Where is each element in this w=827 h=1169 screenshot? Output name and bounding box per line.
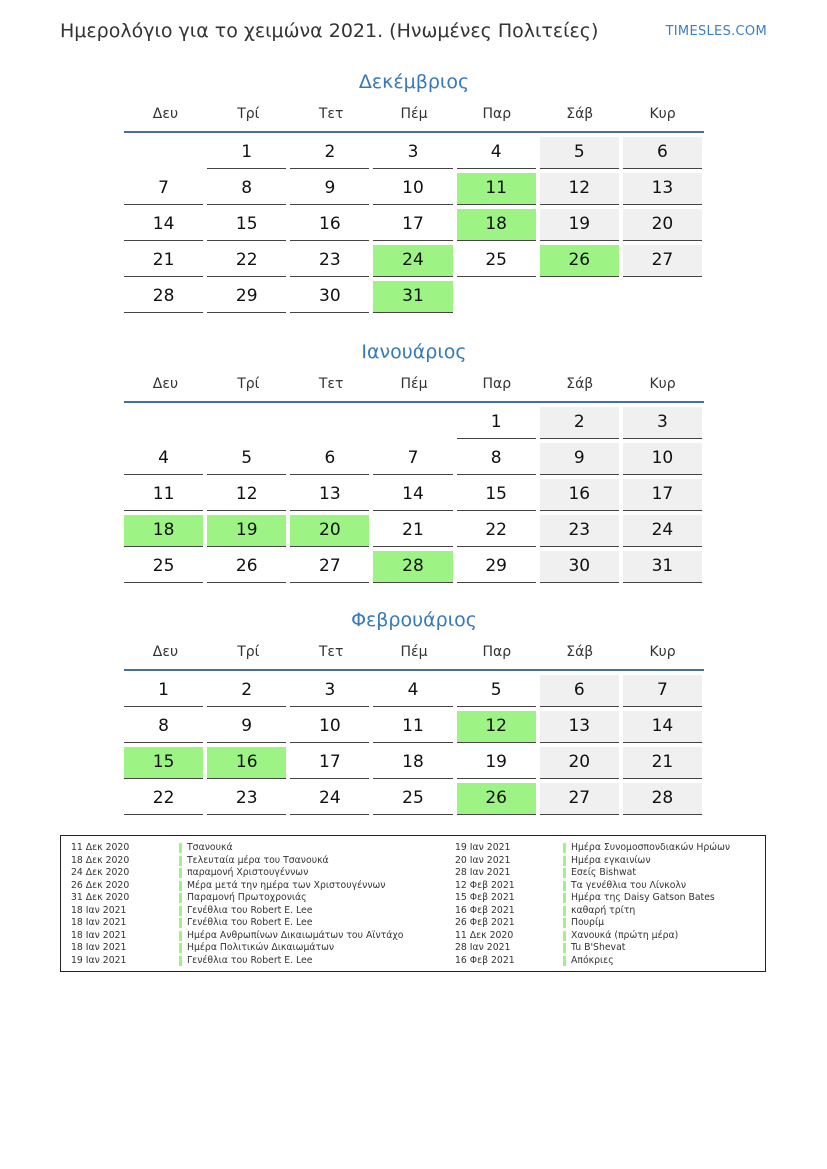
legend-date: 26 Δεκ 2020 [71,879,130,891]
day-cell[interactable]: 23 [540,515,619,547]
day-cell[interactable]: 21 [623,747,702,779]
holiday-color-marker [563,893,566,903]
holiday-color-marker [563,856,566,866]
day-cell[interactable]: 15 [457,479,536,511]
holiday-color-marker [179,931,182,941]
holiday-color-marker [179,856,182,866]
legend-row [455,892,730,905]
holiday-day-cell[interactable]: 18 [457,209,536,241]
weekday-label: Κυρ [649,106,676,122]
weekday-label: Τρί [237,106,260,122]
weekday-header [124,635,704,671]
weekday-label: Τετ [318,376,344,392]
legend-holiday-name: Απόκριες [571,954,614,966]
legend-holiday-name: Γενέθλια του Robert E. Lee [187,904,313,916]
day-cell[interactable]: 26 [207,551,286,583]
holiday-color-marker [563,943,566,953]
day-cell[interactable]: 6 [290,443,369,475]
day-cell[interactable]: 12 [207,479,286,511]
legend-holiday-name: Ημέρα εγκαινίων [571,854,651,866]
holiday-color-marker [563,868,566,878]
weekday-label: Σάβ [566,644,594,660]
weekday-label: Σάβ [566,106,594,122]
holiday-color-marker [179,906,182,916]
weekday-label: Σάβ [566,376,594,392]
day-cell[interactable]: 6 [540,675,619,707]
day-cell[interactable]: 30 [540,551,619,583]
legend-row [455,855,730,868]
legend-holiday-name: Παραμονή Πρωτοχρονιάς [187,892,307,903]
day-cell[interactable]: 23 [290,245,369,277]
week-row [124,133,704,169]
legend-row [455,917,730,930]
weekday-label: Δευ [152,644,179,660]
day-cell[interactable]: 21 [124,245,203,277]
day-cell[interactable]: 3 [373,137,452,169]
page-title: Ημερολόγιο για το χειμώνα 2021. (Ηνωμένες Πολιτείες) [60,20,599,42]
holiday-legend [60,835,766,972]
legend-date: 11 Δεκ 2020 [71,842,130,853]
week-row [124,743,704,779]
legend-date: 31 Δεκ 2020 [71,892,130,903]
day-cell[interactable]: 2 [540,407,619,439]
legend-date: 18 Ιαν 2021 [71,904,127,916]
weekday-label: Δευ [152,376,179,392]
holiday-color-marker [179,843,182,853]
weekday-label: Τετ [318,106,344,122]
weekday-label: Δευ [152,106,179,122]
holiday-day-cell[interactable]: 11 [457,173,536,205]
legend-date: 15 Φεβ 2021 [455,892,515,903]
day-cell[interactable]: 22 [124,783,203,815]
day-cell[interactable]: 16 [290,209,369,241]
legend-row [71,905,403,918]
legend-holiday-name: Ημέρα Ανθρωπίνων Δικαιωμάτων του Αϊντάχο [187,929,404,941]
day-cell[interactable]: 25 [457,245,536,277]
weekday-header [124,367,704,403]
day-cell[interactable]: 10 [373,173,452,205]
day-cell[interactable]: 2 [290,137,369,169]
legend-row [71,955,403,968]
holiday-color-marker [563,906,566,916]
day-cell[interactable]: 29 [207,281,286,313]
day-cell[interactable]: 1 [457,407,536,439]
day-cell[interactable]: 22 [207,245,286,277]
holiday-color-marker [179,868,182,878]
holiday-day-cell[interactable]: 28 [373,551,452,583]
weekday-label: Κυρ [649,376,676,392]
legend-column-right [455,842,730,967]
empty-day-cell [207,407,286,439]
legend-row [455,955,730,968]
weekday-label: Τρί [237,644,260,660]
week-row [124,511,704,547]
legend-date: 12 Φεβ 2021 [455,879,515,891]
day-cell[interactable]: 5 [207,443,286,475]
holiday-day-cell[interactable]: 16 [207,747,286,779]
day-cell[interactable]: 23 [207,783,286,815]
day-cell[interactable]: 14 [623,711,702,743]
day-cell[interactable]: 17 [623,479,702,511]
day-cell[interactable]: 27 [540,783,619,815]
legend-row [455,905,730,918]
week-row [124,205,704,241]
day-cell[interactable]: 24 [623,515,702,547]
day-cell[interactable]: 16 [540,479,619,511]
legend-row [455,867,730,880]
day-cell[interactable]: 6 [623,137,702,169]
legend-holiday-name: Τελευταία μέρα του Τσανουκά [187,854,329,866]
legend-row [71,867,403,880]
legend-holiday-name: Τσανουκά [187,842,233,853]
weekday-label: Τρί [237,376,260,392]
weekday-label: Τετ [318,644,344,660]
legend-row [71,917,403,930]
day-cell[interactable]: 28 [124,281,203,313]
day-cell[interactable]: 7 [623,675,702,707]
day-cell[interactable]: 9 [207,711,286,743]
holiday-day-cell[interactable]: 31 [373,281,452,313]
day-cell[interactable]: 19 [457,747,536,779]
weekday-label: Παρ [482,376,512,392]
day-cell[interactable]: 15 [207,209,286,241]
holiday-color-marker [563,881,566,891]
day-cell[interactable]: 13 [290,479,369,511]
legend-holiday-name: παραμονή Χριστουγέννων [187,867,309,878]
month-block [124,67,704,313]
day-cell[interactable]: 31 [623,551,702,583]
day-cell[interactable]: 3 [290,675,369,707]
legend-row [455,930,730,943]
day-cell[interactable]: 29 [457,551,536,583]
weekday-label: Πέμ [400,644,428,660]
week-row [124,779,704,815]
day-cell[interactable]: 22 [457,515,536,547]
week-row [124,241,704,277]
legend-date: 28 Ιαν 2021 [455,942,511,953]
legend-date: 16 Φεβ 2021 [455,904,515,916]
holiday-day-cell[interactable]: 24 [373,245,452,277]
site-link[interactable]: TIMESLES.COM [665,24,767,39]
legend-holiday-name: Τα γενέθλια του Λίνκολν [571,879,687,891]
empty-day-cell [373,407,452,439]
legend-holiday-name: Ημέρα της Daisy Gatson Bates [571,892,715,903]
week-row [124,277,704,313]
empty-day-cell [290,407,369,439]
legend-row [71,880,403,893]
holiday-color-marker [179,918,182,928]
holiday-color-marker [179,893,182,903]
day-cell[interactable]: 18 [373,747,452,779]
holiday-color-marker [563,931,566,941]
empty-day-cell [124,137,203,169]
day-cell[interactable]: 5 [540,137,619,169]
day-cell[interactable]: 21 [373,515,452,547]
legend-row [455,880,730,893]
weekday-label: Πέμ [400,106,428,122]
day-cell[interactable]: 8 [457,443,536,475]
day-cell[interactable]: 20 [623,209,702,241]
legend-row [71,842,403,855]
holiday-color-marker [179,881,182,891]
weekday-label: Παρ [482,644,512,660]
holiday-day-cell[interactable]: 12 [457,711,536,743]
day-cell[interactable]: 8 [207,173,286,205]
week-row [124,403,704,439]
holiday-color-marker [563,956,566,966]
day-cell[interactable]: 12 [540,173,619,205]
empty-day-cell [457,281,536,313]
day-cell[interactable]: 3 [623,407,702,439]
weekday-label: Κυρ [649,644,676,660]
legend-holiday-name: Ημέρα Πολιτικών Δικαιωμάτων [187,942,335,953]
weekday-label: Παρ [482,106,512,122]
day-cell[interactable]: 24 [290,783,369,815]
day-cell[interactable]: 1 [207,137,286,169]
holiday-day-cell[interactable]: 26 [540,245,619,277]
month-name: Φεβρουάριος [351,609,477,631]
day-cell[interactable]: 17 [373,209,452,241]
holiday-color-marker [179,943,182,953]
day-cell[interactable]: 10 [623,443,702,475]
legend-holiday-name: καθαρή τρίτη [571,904,636,916]
holiday-day-cell[interactable]: 19 [207,515,286,547]
day-cell[interactable]: 7 [124,173,203,205]
legend-holiday-name: Εσείς Bishwat [571,867,636,878]
legend-date: 24 Δεκ 2020 [71,867,130,878]
holiday-color-marker [563,843,566,853]
weekday-label: Πέμ [400,376,428,392]
day-cell[interactable]: 27 [623,245,702,277]
week-row [124,439,704,475]
holiday-color-marker [179,956,182,966]
day-cell[interactable]: 7 [373,443,452,475]
day-cell[interactable]: 30 [290,281,369,313]
month-name: Δεκέμβριος [358,71,470,93]
legend-row [71,930,403,943]
day-cell[interactable]: 11 [373,711,452,743]
day-cell[interactable]: 5 [457,675,536,707]
legend-holiday-name: Χανουκά (πρώτη μέρα) [571,929,679,941]
day-cell[interactable]: 28 [623,783,702,815]
legend-holiday-name: Ημέρα Συνομοσπονδιακών Ηρώων [571,842,731,853]
day-cell[interactable]: 14 [124,209,203,241]
day-cell[interactable]: 4 [457,137,536,169]
day-cell[interactable]: 11 [124,479,203,511]
week-row [124,671,704,707]
weekday-header [124,97,704,133]
legend-holiday-name: Tu B'Shevat [571,942,626,953]
week-row [124,707,704,743]
day-cell[interactable]: 9 [540,443,619,475]
holiday-day-cell[interactable]: 26 [457,783,536,815]
holiday-color-marker [563,918,566,928]
legend-holiday-name: Πουρίμ [571,917,605,928]
week-row [124,547,704,583]
day-cell[interactable]: 13 [540,711,619,743]
day-cell[interactable]: 2 [207,675,286,707]
week-row [124,475,704,511]
day-cell[interactable]: 8 [124,711,203,743]
week-row [124,169,704,205]
legend-date: 18 Ιαν 2021 [71,917,127,928]
legend-date: 18 Ιαν 2021 [71,929,127,941]
day-cell[interactable]: 9 [290,173,369,205]
legend-date: 28 Ιαν 2021 [455,867,511,878]
month-block [124,605,704,815]
legend-row [71,855,403,868]
legend-date: 16 Φεβ 2021 [455,954,515,966]
day-cell[interactable]: 20 [540,747,619,779]
empty-day-cell [124,407,203,439]
legend-date: 18 Δεκ 2020 [71,854,130,866]
legend-column-left [71,842,403,967]
legend-holiday-name: Γενέθλια του Robert E. Lee [187,917,313,928]
holiday-day-cell[interactable]: 18 [124,515,203,547]
day-cell[interactable]: 19 [540,209,619,241]
legend-holiday-name: Μέρα μετά την ημέρα των Χριστουγέννων [187,879,386,891]
day-cell[interactable]: 17 [290,747,369,779]
day-cell[interactable]: 27 [290,551,369,583]
month-block [124,337,704,583]
legend-holiday-name: Γενέθλια του Robert E. Lee [187,954,313,966]
day-cell[interactable]: 4 [124,443,203,475]
day-cell[interactable]: 10 [290,711,369,743]
legend-row [455,842,730,855]
day-cell[interactable]: 25 [373,783,452,815]
day-cell[interactable]: 25 [124,551,203,583]
day-cell[interactable]: 14 [373,479,452,511]
month-name: Ιανουάριος [361,341,467,363]
legend-date: 18 Ιαν 2021 [71,942,127,953]
legend-row [71,942,403,955]
legend-date: 19 Ιαν 2021 [455,842,511,853]
day-cell[interactable]: 1 [124,675,203,707]
legend-date: 19 Ιαν 2021 [71,954,127,966]
empty-day-cell [540,281,619,313]
legend-date: 11 Δεκ 2020 [455,929,514,941]
holiday-day-cell[interactable]: 20 [290,515,369,547]
legend-row [71,892,403,905]
empty-day-cell [623,281,702,313]
day-cell[interactable]: 13 [623,173,702,205]
holiday-day-cell[interactable]: 15 [124,747,203,779]
legend-row [455,942,730,955]
legend-date: 26 Φεβ 2021 [455,917,515,928]
legend-date: 20 Ιαν 2021 [455,854,511,866]
day-cell[interactable]: 4 [373,675,452,707]
